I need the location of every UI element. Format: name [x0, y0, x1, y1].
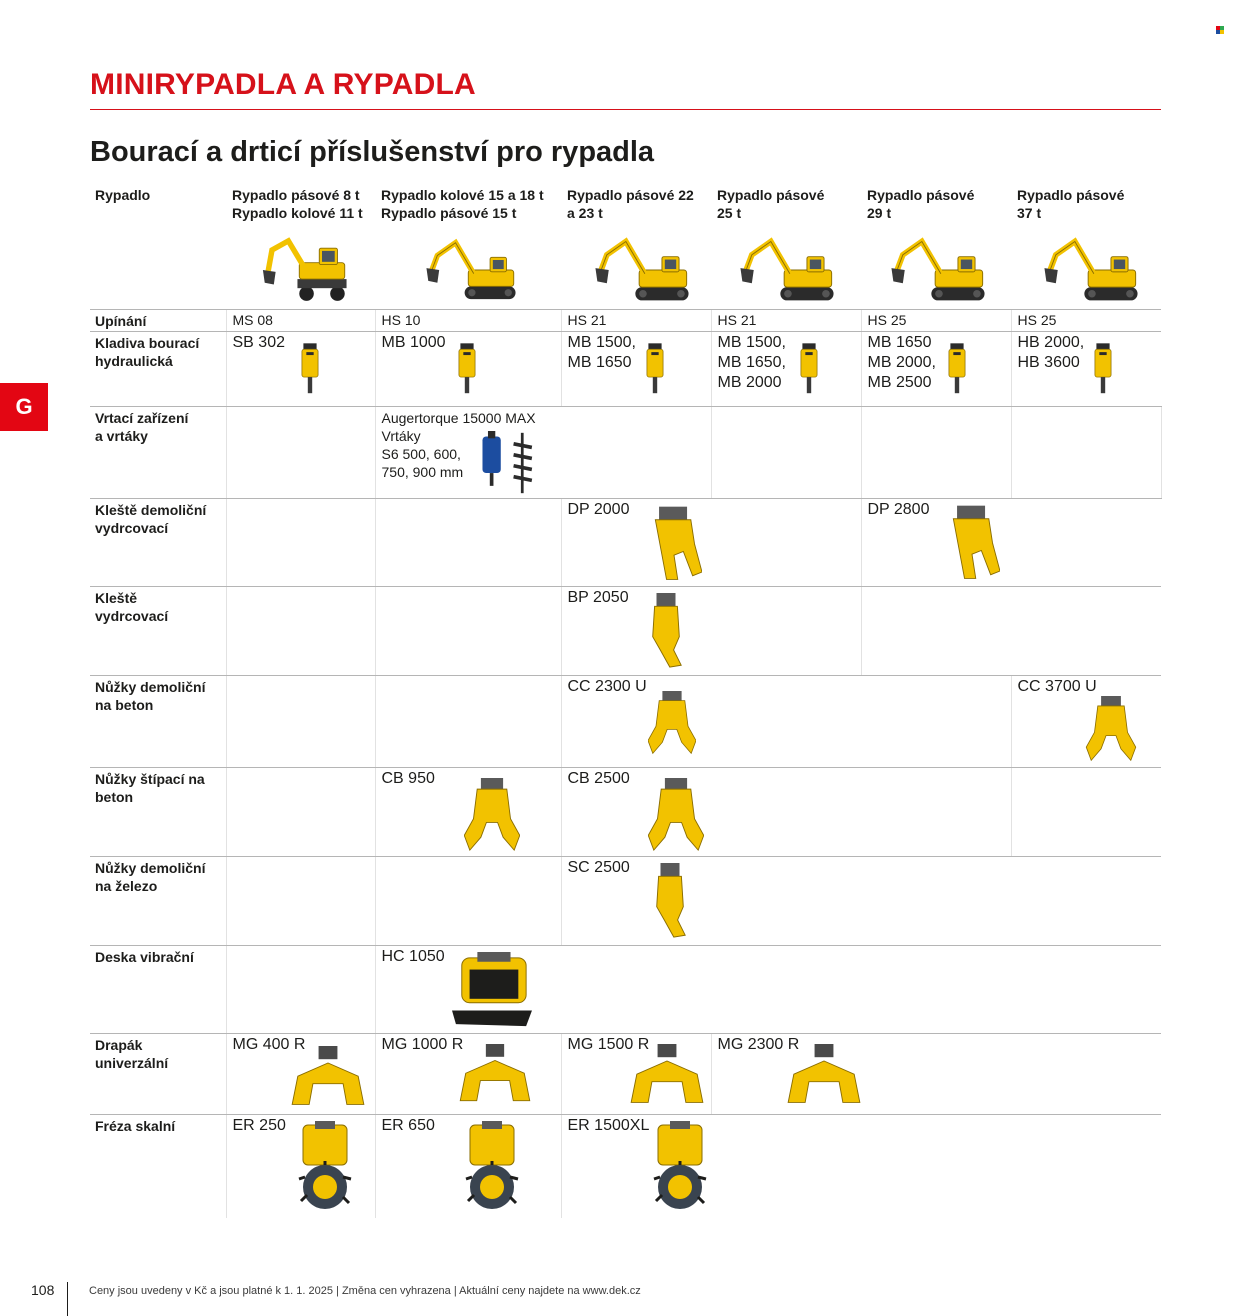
section-tab[interactable]: G: [0, 383, 48, 431]
table-cell: SB 302: [226, 331, 375, 406]
row-label: Kleště vydrcovací: [90, 586, 226, 675]
grab-image: [784, 1044, 864, 1110]
row-label: Fréza skalní: [95, 1117, 176, 1134]
grab-image: [628, 1044, 706, 1110]
table-cell: MG 400 R: [226, 1033, 375, 1114]
table-cell: MG 1000 R: [375, 1033, 561, 1114]
table-cell: CB 2500: [561, 767, 1011, 856]
grab-image: [456, 1044, 534, 1108]
rock-cutter-image: [650, 1121, 710, 1211]
table-cell: MS 08: [232, 311, 273, 328]
tracked-excavator-image: [587, 232, 697, 308]
table-cell: MG 1500 R: [561, 1033, 711, 1114]
row-label: Nůžky demoliční na beton: [90, 675, 226, 767]
column-header: Rypadlo pásové 29 t: [861, 182, 1011, 309]
table-cell: HS 25: [1017, 311, 1057, 328]
row-label: Kleště demoliční vydrcovací: [90, 498, 226, 586]
pulverizer-image: [646, 593, 686, 669]
table-cell: ER 650: [375, 1114, 561, 1218]
table-cell: Augertorque 15000 MAX Vrtáky S6 500, 600, 750, 900 mm: [375, 406, 711, 498]
page-subtitle: Bourací a drticí příslušenství pro rypadla: [90, 136, 655, 168]
table-cell: CC 2300 U: [561, 675, 1011, 767]
color-marks-icon: [1216, 26, 1224, 34]
tracked-excavator-image: [727, 232, 847, 308]
hydraulic-hammer-image: [1092, 336, 1114, 402]
table-row: [90, 1033, 1161, 1114]
table-cell: MG 2300 R: [711, 1033, 1161, 1114]
title-divider: [90, 109, 1161, 110]
footer-divider: [67, 1282, 68, 1316]
header-row: [90, 182, 1161, 309]
table-row: [90, 309, 1161, 331]
table-cell: DP 2800: [861, 498, 1161, 586]
table-cell: HB 2000, HB 3600: [1011, 331, 1161, 406]
table-cell: CC 3700 U: [1011, 675, 1161, 767]
table-row: [90, 856, 1161, 945]
table-row: [90, 767, 1161, 856]
page-number: 108: [31, 1282, 55, 1298]
table-cell: BP 2050: [561, 586, 861, 675]
column-header: Rypadlo pásové 37 t: [1011, 182, 1161, 309]
table-cell: HS 10: [381, 311, 421, 328]
table-cell: MB 1500, MB 1650, MB 2000: [711, 331, 861, 406]
column-header: Rypadlo pásové 22 a 23 t: [561, 182, 711, 309]
table-cell: MB 1000: [375, 331, 561, 406]
tracked-excavator-image: [883, 232, 993, 308]
table-cell: ER 1500XL: [561, 1114, 711, 1218]
steel-shear-image: [650, 863, 690, 939]
table-row: [90, 675, 1161, 767]
attachment-table: [90, 182, 1161, 1218]
table-cell: SC 2500: [561, 856, 1161, 945]
tracked-excavator-image: [1035, 232, 1147, 308]
table-cell: HS 21: [717, 311, 757, 328]
section-title: MINIRYPADLA A RYPADLA: [90, 68, 476, 101]
footer-note: Ceny jsou uvedeny v Kč a jsou platné k 1. 1. 2025 | Změna cen vyhrazena | Aktuální ceny najdete na www.dek.cz: [89, 1285, 641, 1297]
row-label: Upínání: [90, 309, 226, 331]
table-cell: MB 1650 MB 2000, MB 2500: [861, 331, 1011, 406]
table-row: [90, 331, 1161, 406]
concrete-cracker-image: [648, 778, 704, 852]
hydraulic-hammer-image: [946, 336, 968, 402]
hydraulic-hammer-image: [299, 336, 321, 402]
concrete-cracker-image: [464, 778, 520, 852]
table-row: [90, 406, 1161, 498]
table-cell: HC 1050: [375, 945, 1161, 1033]
concrete-shear-image: [1084, 696, 1138, 762]
row-label: Nůžky demoliční na železo: [90, 856, 226, 945]
table-row: [90, 1114, 1161, 1218]
hydraulic-hammer-image: [644, 336, 666, 402]
vibratory-plate-image: [446, 952, 538, 1030]
row-label: Nůžky štípací na beton: [90, 767, 226, 856]
table-cell: CB 950: [375, 767, 561, 856]
table-row: [90, 945, 1161, 1033]
row-label: Vrtací zařízení a vrtáky: [90, 406, 226, 498]
column-header: Rypadlo pásové 25 t: [711, 182, 861, 309]
auger-drill-image: [476, 431, 542, 495]
demolition-pulverizer-image: [646, 505, 702, 583]
hydraulic-hammer-image: [798, 336, 820, 402]
tracked-excavator-image: [421, 232, 521, 308]
demolition-pulverizer-image: [944, 505, 1000, 581]
row-label: Deska vibrační: [90, 945, 226, 1033]
corner-label: Rypadlo: [90, 182, 226, 309]
column-header: Rypadlo kolové 15 a 18 t Rypadlo pásové 15 t: [375, 182, 561, 309]
hydraulic-hammer-image: [456, 336, 478, 402]
grab-image: [289, 1046, 367, 1112]
rock-cutter-image: [295, 1121, 355, 1211]
table-cell: DP 2000: [561, 498, 861, 586]
concrete-shear-image: [648, 686, 696, 760]
column-header: Rypadlo pásové 8 t Rypadlo kolové 11 t: [226, 182, 375, 309]
row-label: Kladiva bourací hydraulická: [90, 331, 226, 406]
table-cell: HS 25: [867, 311, 907, 328]
table-cell: MB 1500, MB 1650: [561, 331, 711, 406]
row-label: Drapák univerzální: [90, 1033, 226, 1114]
rock-cutter-image: [462, 1121, 522, 1211]
table-row: [90, 498, 1161, 586]
wheeled-excavator-image: [252, 232, 352, 308]
table-cell: ER 250: [226, 1114, 375, 1218]
table-cell: HS 21: [567, 311, 607, 328]
table-row: [90, 586, 1161, 675]
